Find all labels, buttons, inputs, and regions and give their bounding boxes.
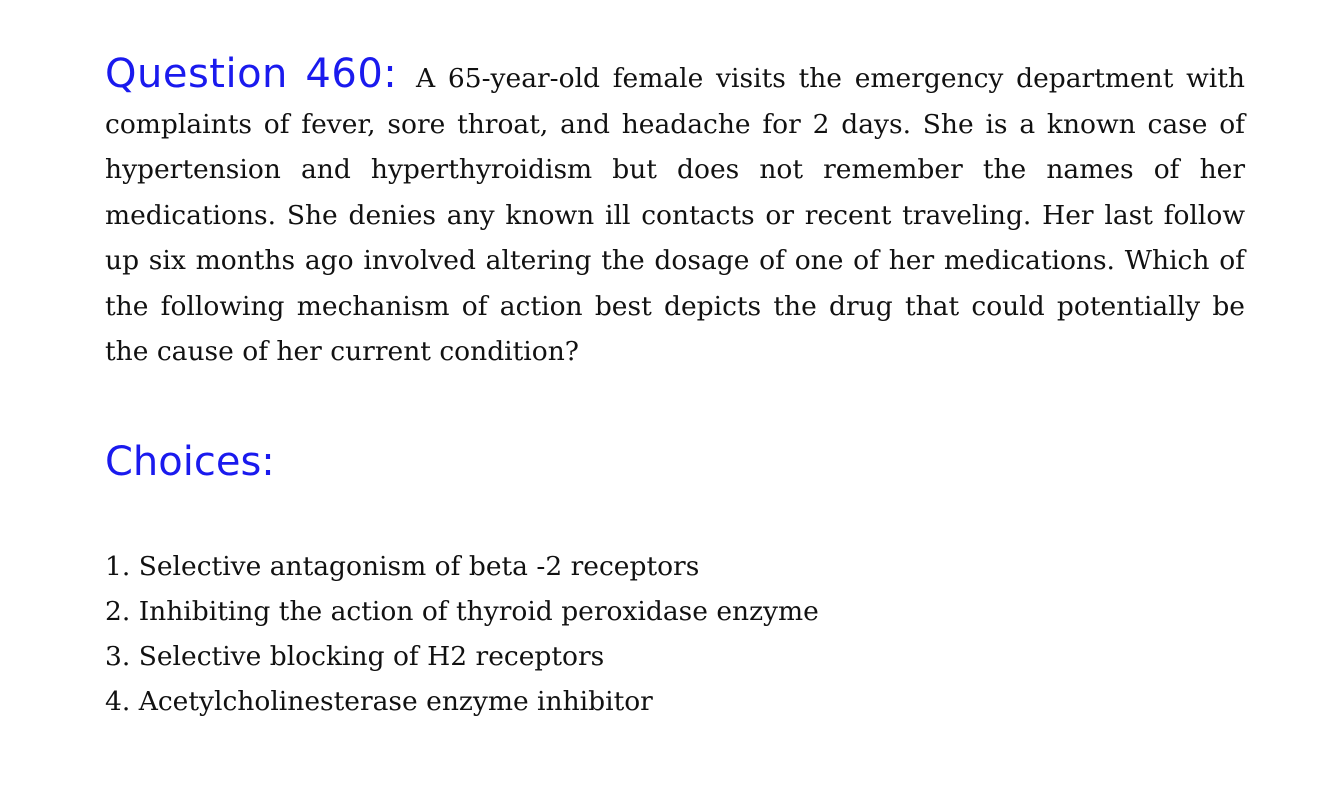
choice-item-2: 2. Inhibiting the action of thyroid peroxidase enzyme [105,595,819,627]
question-heading: Question 460: [105,51,398,97]
choice-item-1: 1. Selective antagonism of beta -2 receptors [105,550,700,582]
choice-list [105,544,1245,724]
choice-item-3: 3. Selective blocking of H2 receptors [105,640,605,672]
question-text: A 65-year-old female visits the emergency department with complaints of fever, sore throat, and headache for 2 days. She is a known case of hypertension and hyperthyroidism but does not remember the names of her medications. She denies any known ill contacts or recent traveling. Her last follow up six months ago involved altering the dosage of one of her medications. Which of the following mechanism of action best depicts the drug that could potentially be the cause of her current condition? [105,63,1245,367]
question-page [105,52,1245,724]
choices-heading: Choices: [105,438,275,485]
choice-item-4: 4. Acetylcholinesterase enzyme inhibitor [105,685,653,717]
question-block [105,52,1245,375]
